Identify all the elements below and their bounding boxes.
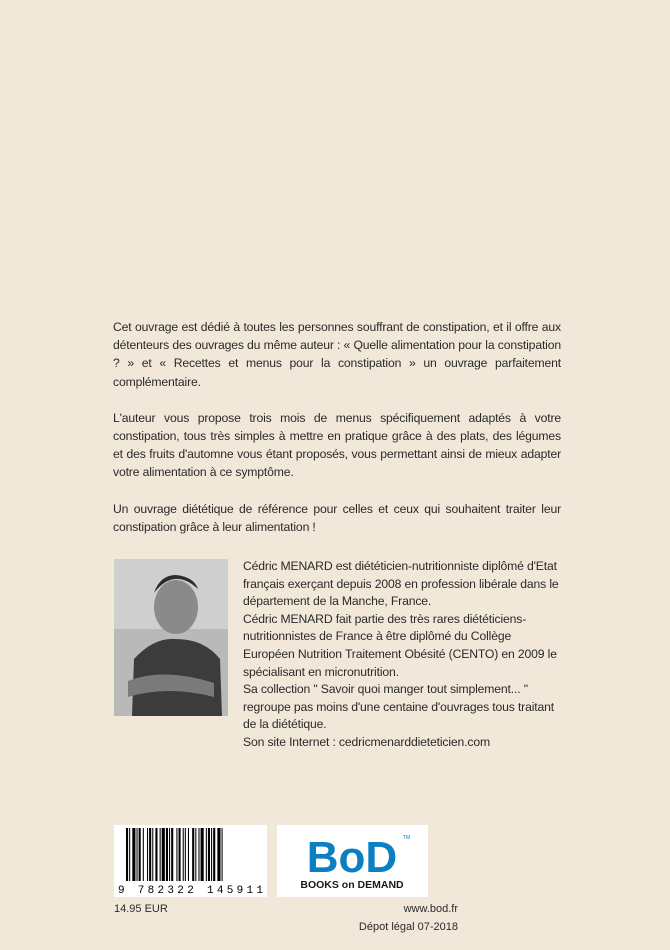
barcode-bar	[152, 828, 153, 881]
barcode-bar	[166, 828, 168, 881]
bod-logo-icon	[277, 825, 428, 897]
barcode-bar	[179, 828, 181, 881]
barcode-bar	[195, 828, 196, 881]
barcode-bar	[206, 828, 207, 881]
barcode-bar	[201, 828, 204, 881]
barcode-bar	[132, 828, 135, 881]
bod-trademark: TM	[403, 835, 411, 841]
barcode-bar	[139, 828, 141, 881]
bio-paragraph: Cédric MENARD fait partie des très rares diététiciens-nutritionnistes de France à être diplômé du Collège Européen Nutrition Traitement Obésité (CENTO) en 2009 le spécialisant en micronutrition.	[243, 611, 557, 679]
barcode-bar	[185, 828, 186, 881]
isbn-barcode	[114, 825, 267, 897]
back-cover-blurb	[113, 318, 561, 554]
bio-paragraph: Sa collection " Savoir quoi manger tout simplement... " regroupe pas moins d'une centaine d'ouvrages tous traitant de la diététique.	[243, 682, 555, 732]
barcode-bar	[155, 828, 157, 881]
price: 14.95 EUR	[114, 903, 168, 915]
barcode-bar	[126, 828, 128, 881]
barcode-bar	[169, 828, 170, 881]
barcode-bar	[211, 828, 212, 881]
barcode-bar	[192, 828, 194, 881]
author-photo	[114, 559, 228, 716]
author-portrait-image	[114, 559, 228, 716]
barcode-bar	[188, 828, 189, 881]
barcode-bar	[162, 828, 165, 881]
bod-logo-text: BoD	[306, 833, 398, 882]
legal-deposit: Dépot légal 07-2018	[358, 921, 458, 933]
barcode-digits: 9 782322 145911	[118, 885, 263, 897]
barcode-bar	[143, 828, 144, 881]
barcode-bar	[208, 828, 210, 881]
barcode-image	[114, 825, 267, 897]
barcode-bar	[198, 828, 199, 881]
barcode-bar	[147, 828, 148, 881]
publisher-website: www.bod.fr	[403, 903, 458, 915]
author-bio	[243, 558, 561, 752]
barcode-bar	[176, 828, 177, 881]
blurb-paragraph: L'auteur vous propose trois mois de menus spécifiquement adaptés à votre constipation, tous très simples à mettre en pratique grâce à des plats, des légumes et des fruits d'automne vous étant proposés, vous permettant ainsi de mieux adapter votre alimentation à ce symptôme.	[113, 410, 561, 480]
blurb-paragraph: Un ouvrage diététique de référence pour celles et ceux qui souhaitent traiter leur constipation grâce à leur alimentation !	[113, 501, 561, 534]
blurb-paragraph: Cet ouvrage est dédié à toutes les personnes souffrant de constipation, et il offre aux détenteurs des ouvrages du même auteur : « Quelle alimentation pour la constipation ? » et « Recettes et menus pour la constipation » un ouvrage parfaitement complémentaire.	[113, 320, 561, 389]
publisher-logo	[277, 825, 428, 897]
barcode-bar	[183, 828, 184, 881]
barcode-bar	[171, 828, 173, 881]
barcode-bar	[149, 828, 151, 881]
barcode-bar	[160, 828, 161, 881]
bio-paragraph: Cédric MENARD est diététicien-nutritionniste diplômé d'Etat français exerçant depuis 2008 en profession libérale dans le département de la Manche, France.	[243, 559, 559, 609]
barcode-bar	[213, 828, 215, 881]
bio-website: Son site Internet : cedricmenarddieteticien.com	[243, 734, 490, 749]
barcode-bar	[222, 828, 223, 881]
barcode-bar	[217, 828, 220, 881]
barcode-bar	[137, 828, 138, 881]
bod-tagline: BOOKS on DEMAND	[300, 879, 404, 891]
barcode-bar	[129, 828, 130, 881]
